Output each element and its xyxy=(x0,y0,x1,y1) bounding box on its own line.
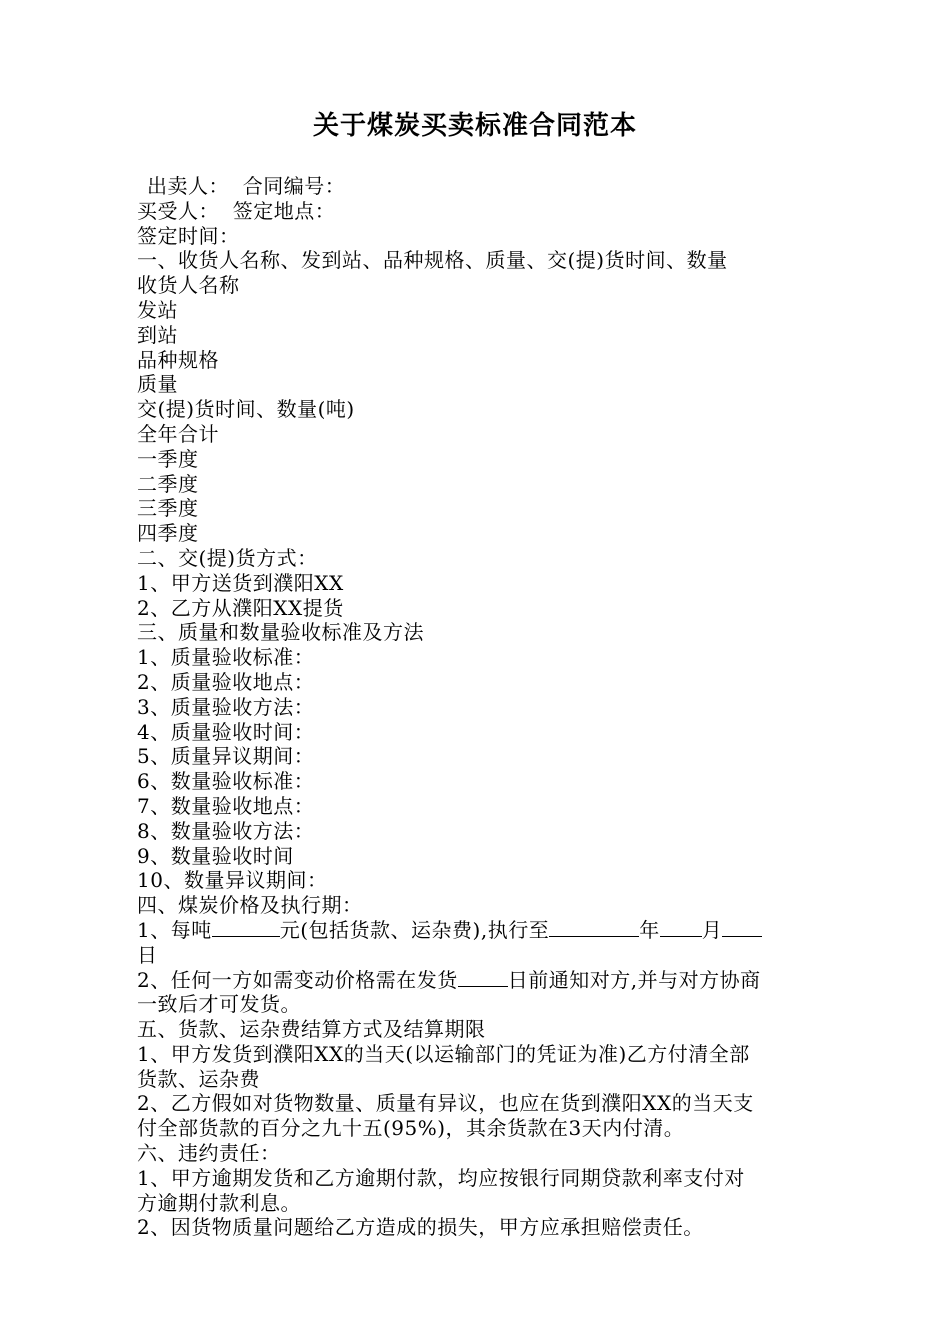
notice-days-blank xyxy=(458,968,508,987)
section3-item: 8、数量验收方法： xyxy=(137,818,315,843)
price-change-line xyxy=(137,968,817,993)
year-blank xyxy=(549,918,639,937)
section1-item: 质量 xyxy=(137,372,178,397)
section5-line: 1、甲方发货到濮阳XX的当天(以运输部门的凭证为准)乙方付清全部 xyxy=(137,1041,750,1066)
section1-item: 全年合计 xyxy=(137,421,219,446)
year-text: 年 xyxy=(639,917,660,942)
section4-heading: 四、煤炭价格及执行期： xyxy=(137,893,363,918)
section1-item: 交(提)货时间、数量(吨) xyxy=(137,397,355,422)
section1-item: 品种规格 xyxy=(137,347,219,372)
day-text: 日 xyxy=(137,942,158,967)
contract-no-label: 合同编号： xyxy=(242,174,346,198)
contract-body xyxy=(137,174,817,1240)
section2-item: 2、乙方从濮阳XX提货 xyxy=(137,595,344,620)
section3-item: 1、质量验收标准： xyxy=(137,645,315,670)
section1-item: 三季度 xyxy=(137,496,199,521)
price-blank xyxy=(212,918,280,937)
section1-item: 到站 xyxy=(137,322,178,347)
sign-time-label: 签定时间： xyxy=(137,223,240,248)
section1-heading: 一、收货人名称、发到站、品种规格、质量、交(提)货时间、数量 xyxy=(137,248,728,273)
sign-place-label: 签定地点： xyxy=(232,198,336,223)
section3-item: 7、数量验收地点： xyxy=(137,793,315,818)
section1-item: 发站 xyxy=(137,297,178,322)
section1-item: 一季度 xyxy=(137,446,199,471)
price-text-1: 1、每吨 xyxy=(137,917,212,942)
section3-item: 9、数量验收时间 xyxy=(137,843,294,868)
section1-item: 收货人名称 xyxy=(137,273,240,298)
price-change-text-3: 一致后才可发货。 xyxy=(137,992,301,1017)
section5-line: 2、乙方假如对货物数量、质量有异议，也应在货到濮阳XX的当天支 xyxy=(137,1091,754,1116)
section3-item: 10、数量异议期间： xyxy=(137,868,328,893)
price-change-text-1: 2、任何一方如需变动价格需在发货 xyxy=(137,967,458,992)
seller-line xyxy=(137,174,817,199)
price-line xyxy=(137,918,817,943)
seller-label: 出卖人： xyxy=(147,174,229,198)
month-blank xyxy=(660,918,702,937)
buyer-label: 买受人： xyxy=(137,198,219,223)
section6-line: 2、因货物质量问题给乙方造成的损失，甲方应承担赔偿责任。 xyxy=(137,1215,704,1240)
price-change-text-2: 日前通知对方,并与对方协商 xyxy=(507,967,761,992)
section1-item: 二季度 xyxy=(137,471,199,496)
section3-heading: 三、质量和数量验收标准及方法 xyxy=(137,620,424,645)
price-text-2: 元(包括货款、运杂费),执行至 xyxy=(279,917,550,942)
section3-item: 5、质量异议期间： xyxy=(137,744,315,769)
section3-item: 3、质量验收方法： xyxy=(137,694,315,719)
month-text: 月 xyxy=(701,917,723,942)
section3-item: 4、质量验收时间： xyxy=(137,719,315,744)
section2-item: 1、甲方送货到濮阳XX xyxy=(137,570,344,595)
document-title: 关于煤炭买卖标准合同范本 xyxy=(312,111,637,141)
buyer-line xyxy=(137,199,817,224)
section1-item: 四季度 xyxy=(137,521,199,546)
section5-line: 货款、运杂费 xyxy=(137,1066,260,1091)
section6-line: 1、甲方逾期发货和乙方逾期付款，均应按银行同期贷款利率支付对 xyxy=(137,1165,745,1190)
section5-heading: 五、货款、运杂费结算方式及结算期限 xyxy=(137,1017,486,1042)
day-blank xyxy=(722,918,762,937)
section3-item: 2、质量验收地点： xyxy=(137,669,315,694)
section2-heading: 二、交(提)货方式： xyxy=(137,545,318,570)
section3-item: 6、数量验收标准： xyxy=(137,769,315,794)
section6-line: 方逾期付款利息。 xyxy=(137,1190,301,1215)
section5-line: 付全部货款的百分之九十五(95%)，其余货款在3天内付清。 xyxy=(137,1116,685,1141)
section6-heading: 六、违约责任： xyxy=(137,1141,281,1166)
